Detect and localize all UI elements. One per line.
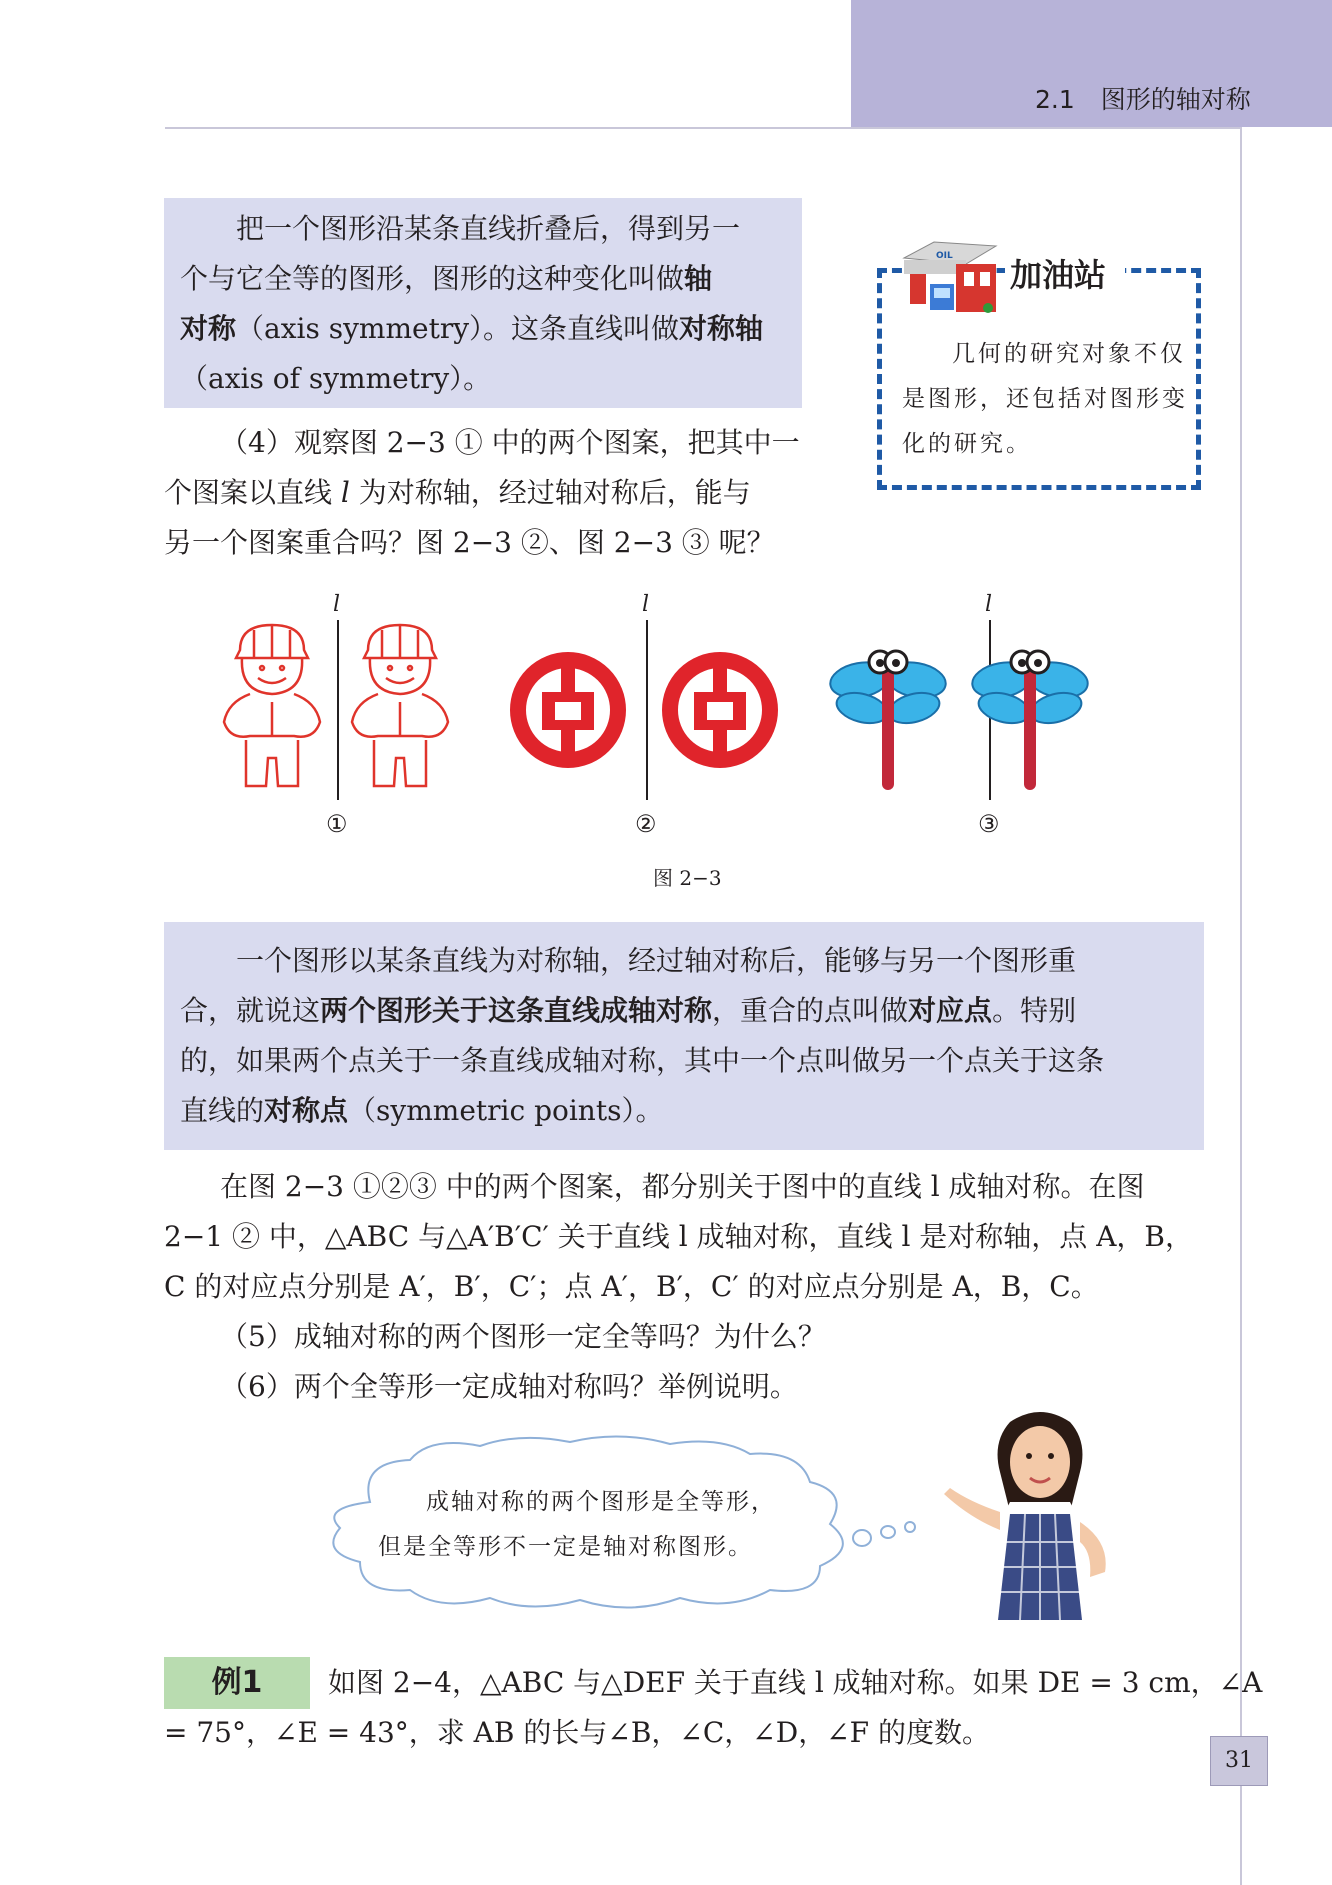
example-badge-label: 例1 <box>211 1665 263 1700</box>
example-1-text <box>164 1658 1262 1758</box>
girl-illustration <box>940 1402 1140 1620</box>
definition1-term2: 对称轴 <box>679 312 764 345</box>
body-line3: C 的对应点分别是 A′，B′，C′；点 A′，B′，C′ 的对应点分别是 A，B，C。 <box>164 1270 1099 1303</box>
figure-label-2: ② <box>635 810 657 838</box>
body-line1: 在图 2−3 ①②③ 中的两个图案，都分别关于图中的直线 l 成轴对称。在图 <box>220 1170 1145 1203</box>
page-number: 31 <box>1225 1748 1253 1773</box>
definition2-line2c: 。特别 <box>992 994 1077 1027</box>
definition1-line2: 个与它全等的图形，图形的这种变化叫做 <box>180 262 685 295</box>
figure-label-1: ① <box>326 810 348 838</box>
section-title: 图形的轴对称 <box>1100 85 1251 114</box>
thought-line2: 但是全等形不一定是轴对称图形。 <box>378 1534 753 1560</box>
definition1-term1: 轴 <box>684 262 713 295</box>
definition2-line2a: 合，就说这 <box>180 994 321 1027</box>
section-number: 2.1 <box>1035 85 1075 114</box>
definition-text-symmetric <box>180 936 1200 1136</box>
definition1-line4: （axis of symmetry）。 <box>180 362 492 395</box>
question4-line3: 另一个图案重合吗？图 2−3 ②、图 2−3 ③ 呢？ <box>164 526 775 559</box>
tip-text <box>902 332 1192 467</box>
gas-station-icon <box>884 228 1004 318</box>
question-6: （6）两个全等形一定成轴对称吗？举例说明。 <box>220 1370 798 1403</box>
example-line1: 如图 2−4，△ABC 与△DEF 关于直线 l 成轴对称。如果 DE = 3 cm，∠A <box>328 1666 1263 1699</box>
margin-rule <box>1240 127 1242 1885</box>
axis-label-1: l <box>333 592 341 617</box>
definition1-line3: （axis symmetry）。这条直线叫做 <box>236 312 680 345</box>
definition1-line1: 把一个图形沿某条直线折叠后，得到另一 <box>236 212 741 245</box>
question4-line2 <box>164 468 800 518</box>
oil-sign: OIL <box>936 251 953 261</box>
thought-cloud-text <box>378 1480 776 1570</box>
question4-line2b: 为对称轴，经过轴对称后，能与 <box>349 476 751 509</box>
figure-2-3 <box>210 590 1170 810</box>
definition2-line1: 一个图形以某条直线为对称轴，经过轴对称后，能够与另一个图形重 <box>236 944 1077 977</box>
figure-caption: 图 2−3 <box>653 866 722 890</box>
axis-label-3: l <box>985 592 993 617</box>
example-line2: = 75°，∠E = 43°，求 AB 的长与∠B，∠C，∠D，∠F 的度数。 <box>164 1716 991 1749</box>
axis-label-2: l <box>642 592 650 617</box>
definition1-term1b: 对称 <box>180 312 237 345</box>
page-number-box <box>1210 1736 1268 1786</box>
definition2-line2b: ，重合的点叫做 <box>712 994 909 1027</box>
definition2-term-corresponding: 对应点 <box>908 994 993 1027</box>
bank-logo-right <box>670 660 770 760</box>
question4-line2a: 个图案以直线 <box>164 476 341 509</box>
section-header <box>1035 80 1251 116</box>
question-5: （5）成轴对称的两个图形一定全等吗？为什么？ <box>220 1320 826 1353</box>
question4-line1: （4）观察图 2−3 ① 中的两个图案，把其中一 <box>220 426 800 459</box>
question-4 <box>164 418 800 568</box>
body-paragraph <box>164 1162 1193 1412</box>
definition-text-axis-symmetry <box>180 204 800 404</box>
bank-logo-left <box>518 660 618 760</box>
dragonfly-right <box>970 651 1091 790</box>
tip-body: 几何的研究对象不仅是图形，还包括对图形变化的研究。 <box>902 341 1188 457</box>
definition2-term-axis-symmetric: 两个图形关于这条直线成轴对称 <box>320 994 713 1027</box>
boy-figure-left <box>224 625 320 786</box>
thought-line1: 成轴对称的两个图形是全等形， <box>426 1489 776 1515</box>
body-line2: 2−1 ② 中，△ABC 与△A′B′C′ 关于直线 l 成轴对称，直线 l 是对称轴，点 A，B， <box>164 1220 1194 1253</box>
header-rule <box>165 127 1240 129</box>
tip-title: 加油站 <box>1010 256 1107 294</box>
question4-var: l <box>340 476 350 509</box>
figure-label-3: ③ <box>978 810 1000 838</box>
dragonfly-left <box>828 651 949 790</box>
definition2-line4b: （symmetric points）。 <box>348 1094 664 1127</box>
definition2-line3: 的，如果两个点关于一条直线成轴对称，其中一个点叫做另一个点关于这条 <box>180 1044 1105 1077</box>
definition2-term-symmetric-point: 对称点 <box>264 1094 349 1127</box>
boy-figure-right <box>352 625 448 786</box>
definition2-line4a: 直线的 <box>180 1094 265 1127</box>
